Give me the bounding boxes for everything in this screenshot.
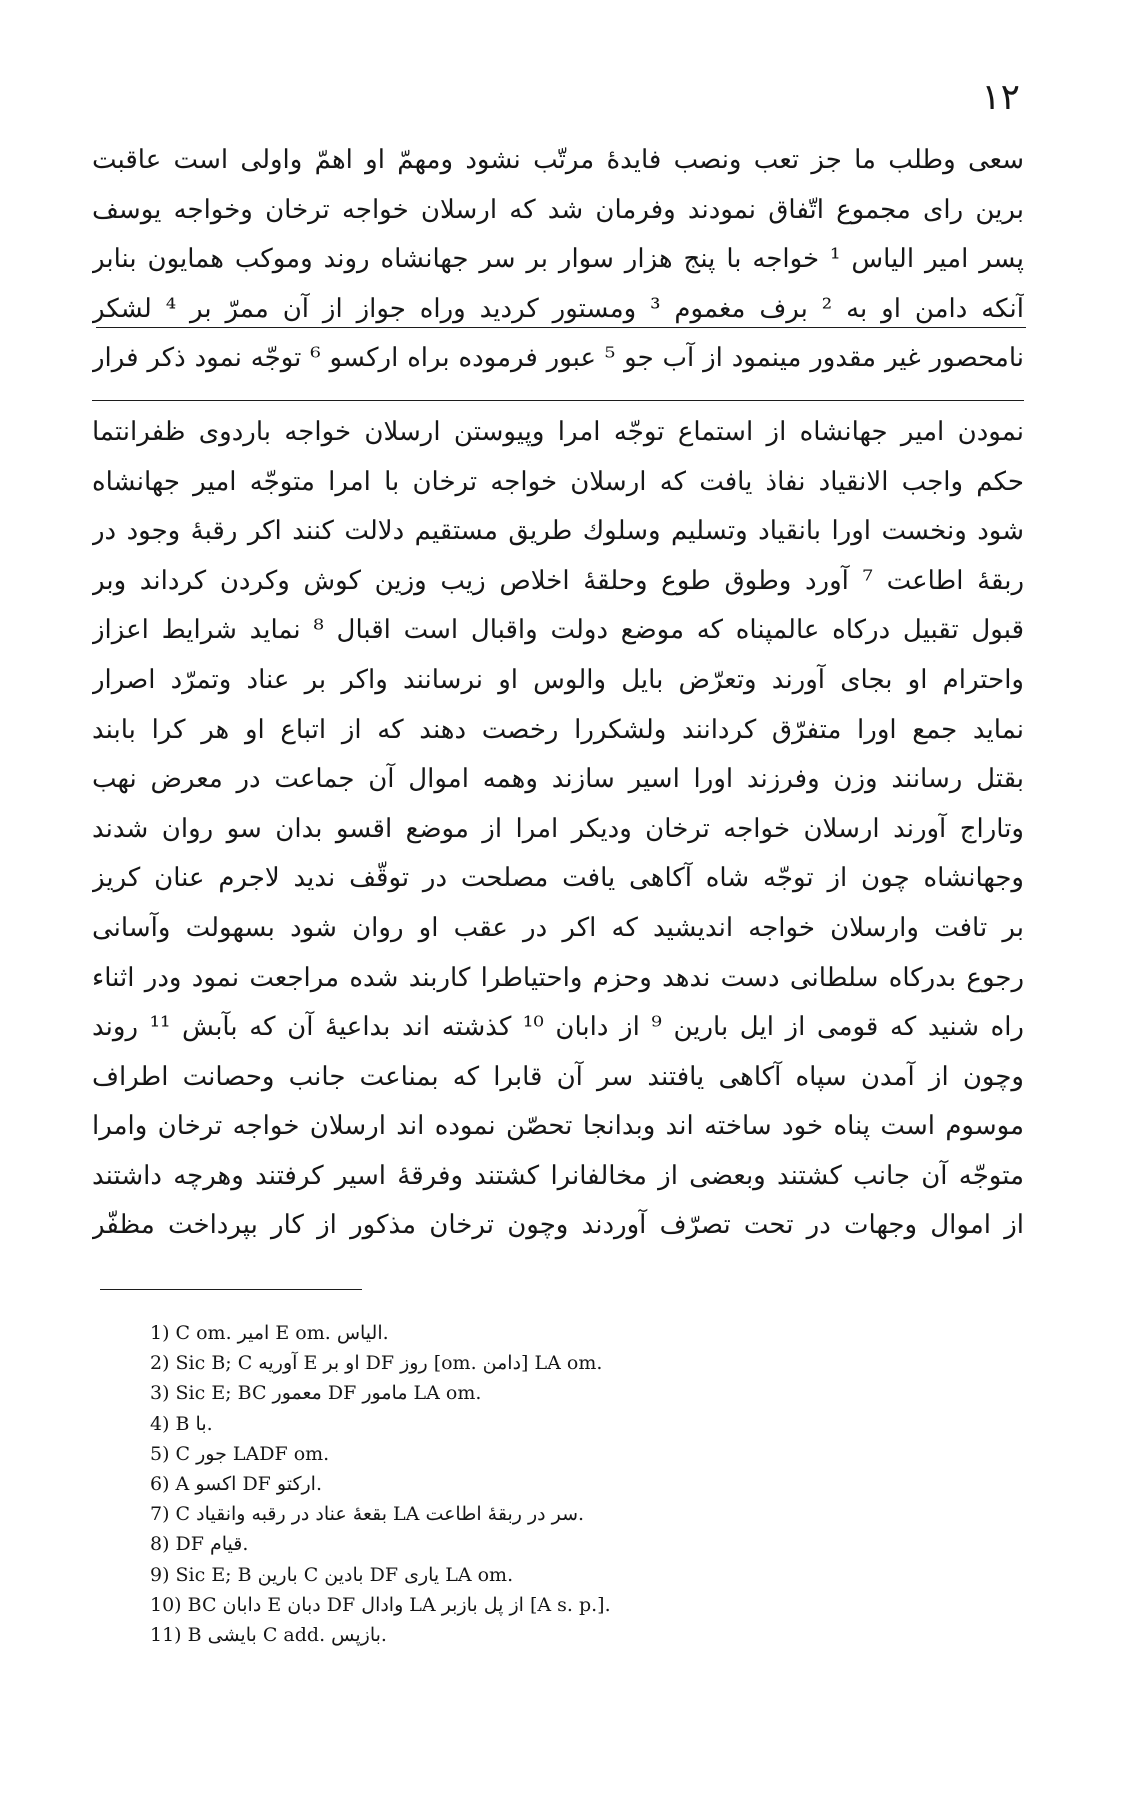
text-line: آنکه دامن او به ² برف مغموم ³ ومستور کردید وراه جواز از آن ممرّ بر ⁴ لشکر: [92, 293, 1024, 324]
heading-gap: [92, 384, 1024, 408]
text-line: ربقهٔ اطاعت ⁷ آورد وطوق طوع وحلقهٔ اخلاص زیب وزین کوش وکردن کرداند وبر: [92, 565, 1024, 596]
text-line: متوجّه آن جانب کشتند وبعضی از مخالفانرا کشتند وفرقهٔ اسیر کرفتند وهرچه داشتند: [92, 1160, 1024, 1191]
footnote: 7) C بقعهٔ عناد در رقبه وانقیاد LA سر در ربقهٔ اطاعت.: [150, 1503, 585, 1526]
page-number: ۱۲: [981, 77, 1020, 118]
footnote: 4) B با.: [150, 1412, 213, 1435]
text-line: وجهانشاه چون از توجّه شاه آکاهی یافت مصلحت در توقّف ندید لاجرم عنان کریز: [92, 863, 1024, 894]
text-line: نامحصور غیر مقدور مینمود از آب جو ⁵ عبور فرموده براه ارکسو ⁶ توجّه نمود ذکر فرار: [92, 343, 1024, 374]
footnote-divider: [100, 1289, 362, 1290]
main-text: [92, 136, 1024, 1251]
text-line: برین رای مجموع اتّفاق نمودند وفرمان شد که ارسلان خواجه ترخان وخواجه یوسف: [92, 194, 1024, 225]
heading-rule-top: [96, 327, 1026, 328]
footnote: 10) BC دابان E دبان DF وادال LA از پل بازبر [A s. p.].: [150, 1593, 611, 1616]
footnote: 2) Sic B; C آوریه E او بر DF روز [om. دامن] LA om.: [150, 1352, 603, 1375]
text-line: حکم واجب الانقیاد نفاذ یافت که ارسلان خواجه ترخان با امرا متوجّه امیر جهانشاه: [92, 466, 1024, 497]
text-line: نماید جمع اورا متفرّق کردانند ولشکررا رخصت دهند که از اتباع او هر کرا بابند: [92, 714, 1024, 745]
text-line: وچون از آمدن سپاه آکاهی یافتند سر آن قابرا که بمناعت جانب وحصانت اطراف: [92, 1061, 1024, 1092]
text-line: واحترام او بجای آورند وتعرّض بایل والوس او نرسانند واکر بر عناد وتمرّد اصرار: [92, 664, 1024, 695]
text-line: رجوع بدرکاه سلطانی دست ندهد وحزم واحتیاطرا کاربند شده مراجعت نمود ودر اثناء: [92, 962, 1024, 993]
text-line: قبول تقبیل درکاه عالمپناه که موضع دولت واقبال است اقبال ⁸ نماید شرایط اعزاز: [92, 615, 1024, 646]
text-line: از اموال وجهات در تحت تصرّف آوردند وچون ترخان مذکور از کار بپرداخت مظفّر: [92, 1210, 1024, 1241]
footnote: 8) DF قیام.: [150, 1533, 249, 1556]
footnote: 11) B بایشی C add. بازپس.: [150, 1623, 387, 1646]
text-line: پسر امیر الیاس ¹ خواجه با پنج هزار سوار بر سر جهانشاه روند وموکب همایون بنابر: [92, 244, 1024, 275]
text-line: وتاراج آورند ارسلان خواجه ترخان ودیکر امرا از موضع اقسو بدان سو روان شدند: [92, 813, 1024, 844]
heading-rule-bottom: [92, 400, 1024, 401]
text-line: بر تافت وارسلان خواجه اندیشید که اکر در عقب او روان شود بسهولت وآسانی: [92, 912, 1024, 943]
footnote: 6) A اکسو DF ارکتو.: [150, 1472, 323, 1495]
footnote: 5) C جور LADF om.: [150, 1442, 330, 1465]
footnote: 1) C om. امیر E om. الیاس.: [150, 1322, 389, 1344]
text-line: راه شنید که قومی از ایل بارین ⁹ از دابان ¹⁰ کذشته اند بداعیهٔ آن که بآبش ¹¹ روند: [92, 1012, 1024, 1043]
text-line: بقتل رسانند وزن وفرزند اورا اسیر سازند وهمه اموال آن جماعت در معرض نهب: [92, 764, 1024, 795]
footnote: 9) Sic E; B بارین C بادین DF یاری LA om.: [150, 1563, 514, 1586]
footnotes: [150, 1318, 1030, 1650]
text-line: شود ونخست اورا بانقیاد وتسلیم وسلوك طریق مستقیم دلالت کنند اکر رقبهٔ وجود در: [92, 516, 1024, 547]
text-line: نمودن امیر جهانشاه از استماع توجّه امرا وپیوستن ارسلان خواجه باردوی ظفرانتما: [92, 416, 1024, 447]
text-line: موسوم است پناه خود ساخته اند وبدانجا تحصّن نموده اند ارسلان خواجه ترخان وامرا: [92, 1111, 1024, 1142]
footnote: 3) Sic E; BC معمور DF مامور LA om.: [150, 1382, 482, 1405]
text-line: سعی وطلب ما جز تعب ونصب فایدهٔ مرتّب نشود ومهمّ او اهمّ واولی است عاقبت: [92, 145, 1024, 175]
